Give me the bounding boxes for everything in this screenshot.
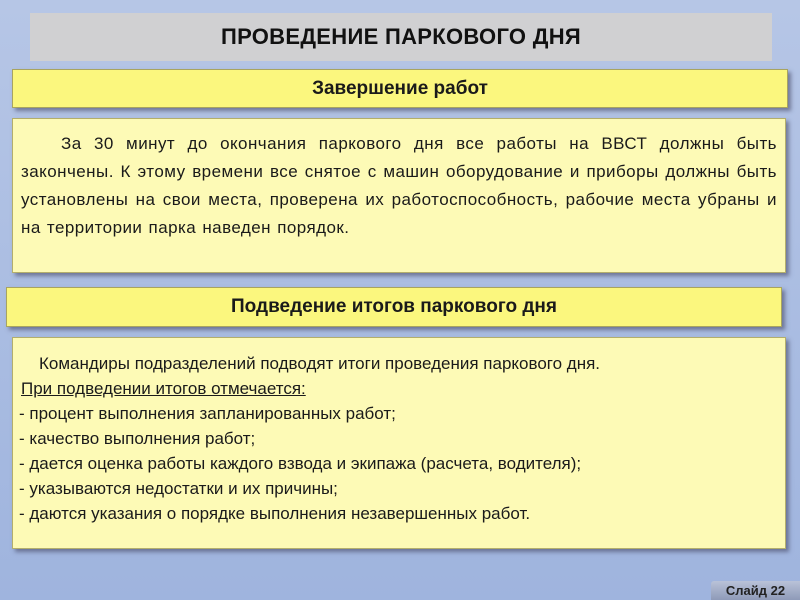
section-header-summary: Подведение итогов паркового дня [6, 287, 782, 327]
list-item: - дается оценка работы каждого взвода и экипажа (расчета, водителя); [19, 454, 582, 473]
summary-intro: Командиры подразделений подводят итоги проведения паркового дня. [39, 354, 601, 373]
list-item: - даются указания о порядке выполнения незавершенных работ. [19, 504, 531, 523]
list-item: - указываются недостатки и их причины; [19, 479, 338, 498]
summary-list-title: При подведении итогов отмечается: [21, 379, 306, 398]
slide-title-bar [30, 13, 772, 61]
section-header-completion: Завершение работ [12, 69, 788, 108]
slide-number: Слайд 22 [711, 581, 800, 600]
list-item: - процент выполнения запланированных работ; [19, 404, 396, 423]
completion-text-box [12, 118, 786, 273]
completion-paragraph: За 30 минут до окончания паркового дня все работы на ВВСТ должны быть закончены. К этому времени все снятое с машин оборудование и приборы должны быть установлены на свои места, проверена их работоспособность, рабочие места убраны и на территории парка наведен порядок. [21, 134, 777, 237]
summary-text-box [12, 337, 786, 549]
slide-title: ПРОВЕДЕНИЕ ПАРКОВОГО ДНЯ [220, 24, 582, 49]
list-item: - качество выполнения работ; [19, 429, 256, 448]
